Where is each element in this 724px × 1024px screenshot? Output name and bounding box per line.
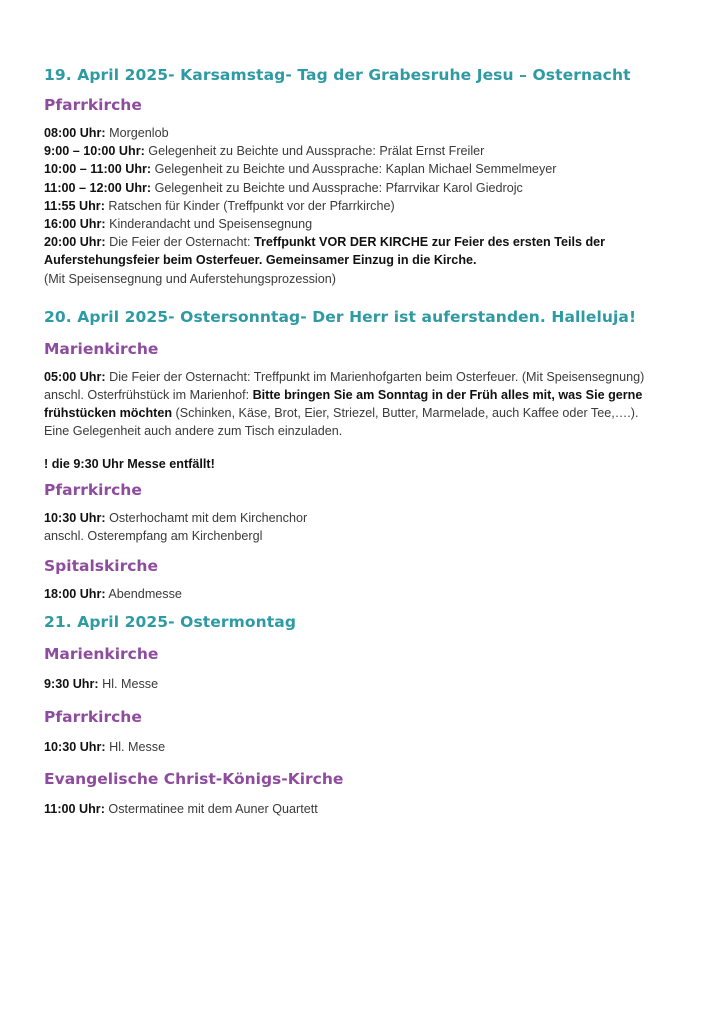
monday-pfarrkirche-schedule	[44, 738, 680, 756]
saturday-schedule	[44, 124, 680, 288]
schedule-line: 11:00 – 12:00 Uhr: Gelegenheit zu Beichte und Aussprache: Pfarrvikar Karol Giedrojc	[44, 180, 523, 195]
section-title-monday: 21. April 2025- Ostermontag	[44, 613, 297, 632]
schedule-line-osternacht-cont: Auferstehungsfeier beim Osterfeuer. Gemeinsamer Einzug in die Kirche.	[44, 253, 477, 268]
schedule-line: 9:30 Uhr: Hl. Messe	[44, 677, 159, 692]
monday-evangelische-schedule	[44, 800, 680, 818]
church-heading-pfarrkirche: Pfarrkirche	[44, 96, 142, 114]
church-heading-marienkirche: Marienkirche	[44, 645, 159, 664]
schedule-line: 10:30 Uhr: Osterhochamt mit dem Kirchenchor	[44, 510, 308, 525]
schedule-line: 10:00 – 11:00 Uhr: Gelegenheit zu Beichte und Aussprache: Kaplan Michael Semmelmeyer	[44, 162, 557, 177]
church-heading-pfarrkirche: Pfarrkirche	[44, 707, 142, 726]
church-heading-evangelische-kirche: Evangelische Christ-Königs-Kirche	[44, 769, 344, 788]
schedule-line: 08:00 Uhr: Morgenlob	[44, 126, 169, 140]
schedule-line: anschl. Osterempfang am Kirchenbergl	[44, 529, 263, 544]
sunday-marienkirche-schedule	[44, 368, 680, 441]
schedule-line: 10:30 Uhr: Hl. Messe	[44, 739, 166, 754]
schedule-line: 11:55 Uhr: Ratschen für Kinder (Treffpunkt vor der Pfarrkirche)	[44, 198, 395, 213]
schedule-line: Eine Gelegenheit auch andere zum Tisch einzuladen.	[44, 424, 343, 439]
schedule-line: 05:00 Uhr: Die Feier der Osternacht: Treffpunkt im Marienhofgarten beim Osterfeuer. (Mit Speisensegnung)	[44, 369, 645, 384]
schedule-line: 18:00 Uhr: Abendmesse	[44, 587, 182, 602]
church-heading-marienkirche: Marienkirche	[44, 339, 159, 358]
sunday-spitalskirche-schedule	[44, 585, 680, 603]
cancel-notice: ! die 9:30 Uhr Messe entfällt!	[44, 456, 215, 471]
sunday-pfarrkirche-schedule	[44, 509, 680, 545]
section-title-sunday: 20. April 2025- Ostersonntag- Der Herr ist auferstanden. Halleluja!	[44, 307, 637, 326]
church-heading-spitalskirche: Spitalskirche	[44, 557, 158, 576]
schedule-note: (Mit Speisensegnung und Auferstehungsprozession)	[44, 271, 336, 286]
section-title-saturday: 19. April 2025- Karsamstag- Tag der Grabesruhe Jesu – Osternacht	[44, 66, 631, 84]
schedule-line: 9:00 – 10:00 Uhr: Gelegenheit zu Beichte und Aussprache: Prälat Ernst Freiler	[44, 144, 485, 159]
schedule-line: 16:00 Uhr: Kinderandacht und Speisensegnung	[44, 217, 313, 232]
schedule-line: frühstücken möchten (Schinken, Käse, Brot, Eier, Striezel, Butter, Marmelade, auch Kaffee oder Tee,….).	[44, 406, 639, 421]
schedule-line: 11:00 Uhr: Ostermatinee mit dem Auner Quartett	[44, 801, 318, 816]
monday-marienkirche-schedule	[44, 675, 680, 693]
schedule-line-osternacht: 20:00 Uhr: Die Feier der Osternacht: Treffpunkt VOR DER KIRCHE zur Feier des ersten Teils der	[44, 235, 606, 250]
schedule-line: anschl. Osterfrühstück im Marienhof: Bitte bringen Sie am Sonntag in der Früh alles mit, was Sie gerne	[44, 388, 643, 403]
church-heading-pfarrkirche: Pfarrkirche	[44, 480, 142, 499]
